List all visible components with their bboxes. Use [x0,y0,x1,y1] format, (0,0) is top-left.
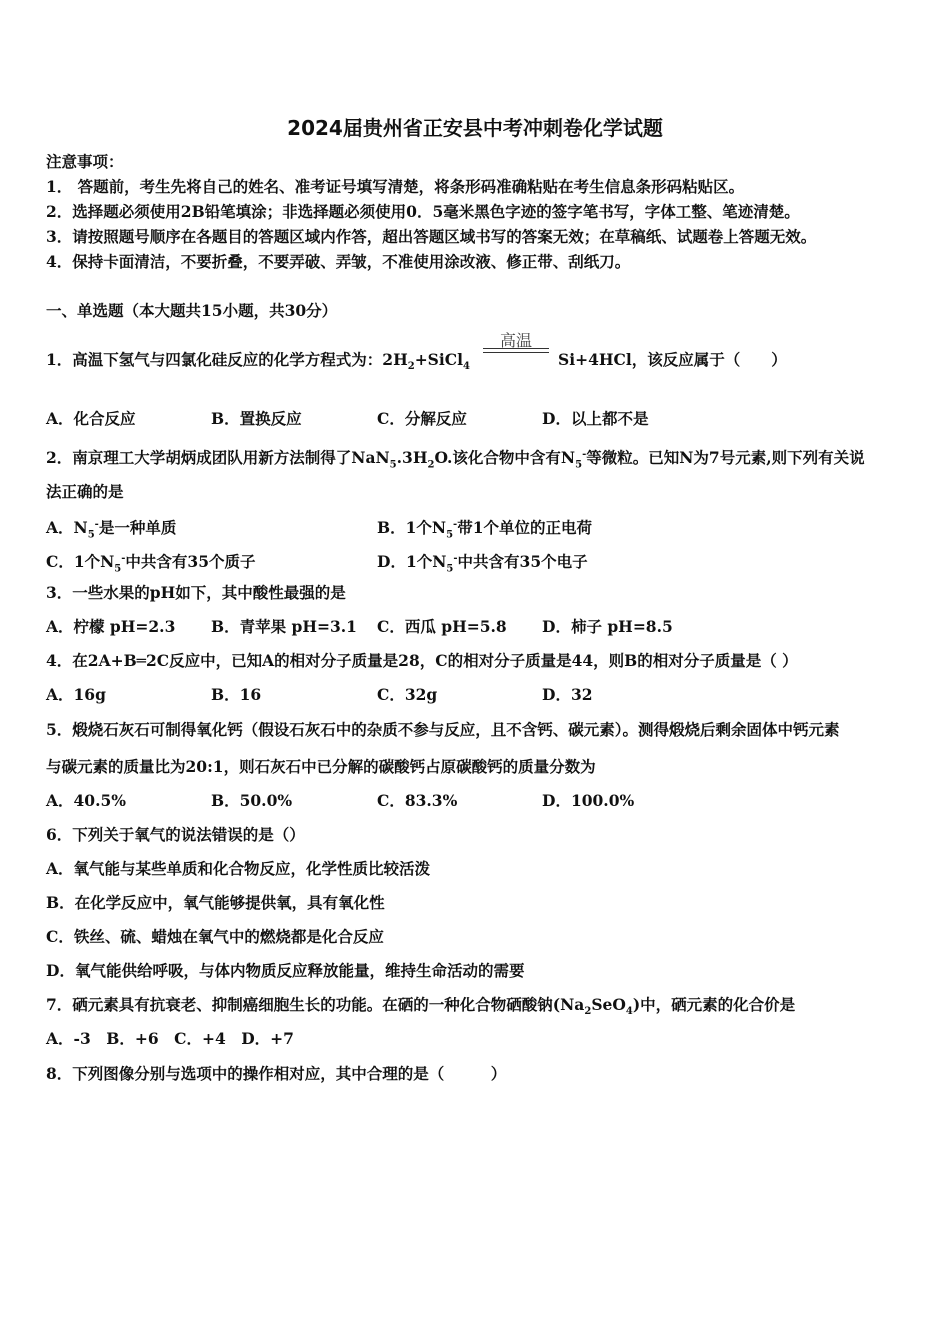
q6-option-a: A．氧气能与某些单质和化合物反应，化学性质比较活泼 [46,859,431,878]
q7-options: A．-3 B．+6 C．+4 D．+7 [46,1029,294,1048]
notice-item-3: 3．请按照题号顺序在各题目的答题区域内作答，超出答题区域书写的答案无效；在草稿纸、试题卷上答题无效。 [46,227,817,246]
question-1-stem-end: Si+4HCl，该反应属于（ ） [558,350,787,369]
q6-option-d: D．氧气能供给呼吸，与体内物质反应释放能量，维持生命活动的需要 [46,961,525,980]
q1-option-d: D．以上都不是 [542,409,649,428]
q2-option-c: C．1个$N_5^-$中共含有35个质子 [46,552,256,575]
q5-option-b: B．50.0% [211,791,293,810]
reaction-condition-label: 高温 [499,331,532,350]
q3-option-d: D．柿子 pH=8.5 [542,617,673,636]
question-3-stem: 3．一些水果的pH如下，其中酸性最强的是 [46,583,346,602]
q1-option-c: C．分解反应 [377,409,467,428]
q5-option-c: C．83.3% [377,791,458,810]
notice-heading: 注意事项： [46,152,124,171]
question-5-stem-cont: 与碳元素的质量比为20:1，则石灰石中已分解的碳酸钙占原碳酸钙的质量分数为 [46,757,596,776]
q4-option-a: A．16g [46,685,106,704]
question-7-stem: 7．硒元素具有抗衰老、抑制癌细胞生长的功能。在硒的一种化合物硒酸钠$(Na_2SeO_4)$中，硒元素的化合价是 [46,995,796,1018]
question-1-stem: 1．高温下氢气与四氯化硅反应的化学方程式为：$2H_2+SiCl_4$ [46,350,470,373]
q1-option-b: B．置换反应 [211,409,302,428]
reaction-arrow-line-top [483,348,549,349]
reaction-arrow-line-bottom [483,352,549,353]
question-5-stem: 5．煅烧石灰石可制得氧化钙（假设石灰石中的杂质不参与反应，且不含钙、碳元素）。测得煅烧后剩余固体中钙元素 [46,720,840,739]
q5-option-d: D．100.0% [542,791,635,810]
q3-option-c: C．西瓜 pH=5.8 [377,617,507,636]
q1-option-a: A．化合反应 [46,409,136,428]
question-6-stem: 6．下列关于氧气的说法错误的是（） [46,825,305,844]
question-8-stem: 8．下列图像分别与选项中的操作相对应，其中合理的是（ ） [46,1064,507,1083]
q5-option-a: A．40.5% [46,791,127,810]
q4-option-c: C．32g [377,685,438,704]
q6-option-c: C．铁丝、硫、蜡烛在氧气中的燃烧都是化合反应 [46,927,384,946]
q2-option-b: B．1个$N_5^-$带1个单位的正电荷 [377,518,592,541]
q6-option-b: B．在化学反应中，氧气能够提供氧，具有氧化性 [46,893,385,912]
q2-option-a: A．$N_5^-$是一种单质 [46,518,177,541]
q2-option-d: D．1个$N_5^-$中共含有35个电子 [377,552,588,575]
notice-item-2: 2．选择题必须使用2B铅笔填涂；非选择题必须使用0．5毫米黑色字迹的签字笔书写，字体工整、笔迹清楚。 [46,202,800,221]
q4-option-d: D．32 [542,685,593,704]
question-2-stem-cont: 法正确的是 [46,482,124,501]
section-heading: 一、单选题（本大题共15小题，共30分） [46,301,338,320]
q4-option-b: B．16 [211,685,262,704]
page-title: 2024届贵州省正安县中考冲刺卷化学试题 [287,116,663,140]
q3-option-a: A．柠檬 pH=2.3 [46,617,176,636]
question-2-stem: 2．南京理工大学胡炳成团队用新方法制得了$NaN_5.3H_2O$.该化合物中含有$N_5^-$等微粒。已知N为7号元素,则下列有关说 [46,448,865,471]
q3-option-b: B．青苹果 pH=3.1 [211,617,357,636]
question-4-stem: 4．在2A+B═2C反应中，已知A的相对分子质量是28，C的相对分子质量是44，则B的相对分子质量是（ ） [46,651,798,670]
notice-item-4: 4．保持卡面清洁，不要折叠，不要弄破、弄皱，不准使用涂改液、修正带、刮纸刀。 [46,252,631,271]
notice-item-1: 1． 答题前，考生先将自己的姓名、准考证号填写清楚，将条形码准确粘贴在考生信息条形码粘贴区。 [46,177,745,196]
